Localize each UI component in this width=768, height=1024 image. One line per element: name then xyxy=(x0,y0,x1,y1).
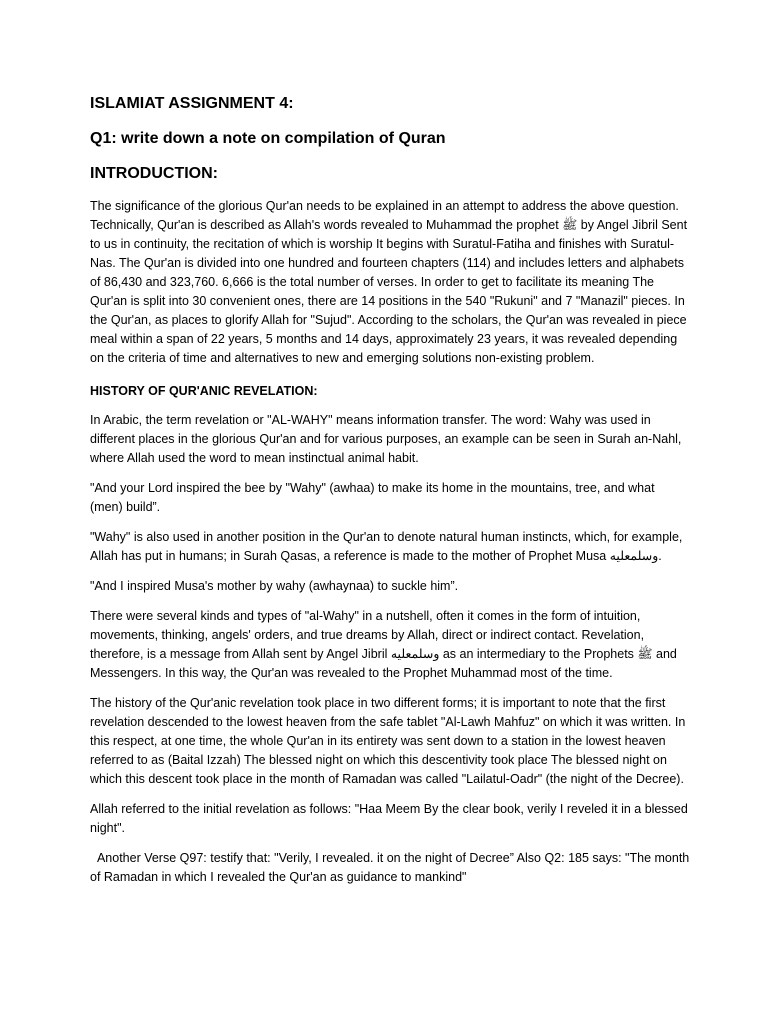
quote-musa-mother: "And I inspired Musa's mother by wahy (awhaynaa) to suckle him”. xyxy=(90,579,459,593)
paragraph-human-instincts: "Wahy" is also used in another position in the Qur'an to denote natural human instincts, which, for example, Allah has put in humans; in Surah Qasas, a reference is made to the mother of Prophet Musa وسلمعليه. xyxy=(90,530,683,563)
paragraph-arabic-term: In Arabic, the term revelation or "AL-WAHY" means information transfer. The word: Wahy was used in different places in the glorious Qur'an and for various purposes, an example can be seen in Surah an-Nahl, where Allah used the word to mean instinctual animal habit. xyxy=(90,413,682,465)
paragraph-initial-revelation: Allah referred to the initial revelation as follows: "Haa Meem By the clear book, verily I reveled it in a blessed night". xyxy=(90,802,688,835)
paragraph-another-verse: Another Verse Q97: testify that: "Verily, I revealed. it on the night of Decree” Also Q2: 185 says: "The month of Ramadan in which I revealed the Qur'an as guidance to mankind" xyxy=(90,851,693,884)
assignment-title: ISLAMIAT ASSIGNMENT 4: xyxy=(90,95,294,112)
paragraph-kinds-of-wahy: There were several kinds and types of "al-Wahy" in a nutshell, often it comes in the form of intuition, movements, thinking, angels' orders, and true dreams by Allah, direct or indirect contact. Revelation, therefore, is a message from Allah sent by Angel Jibril وسلمعليه as an intermediary to the Prophets ﷺ and Messengers. In this way, the Qur'an was revealed to the Prophet Muhammad most of the time. xyxy=(90,609,677,680)
history-heading: HISTORY OF QUR'ANIC REVELATION: xyxy=(90,384,318,398)
quote-bee: "And your Lord inspired the bee by "Wahy" (awhaa) to make its home in the mountains, tree, and what (men) build”. xyxy=(90,481,655,514)
introduction-heading: INTRODUCTION: xyxy=(90,165,218,182)
document-page xyxy=(90,95,693,898)
introduction-paragraph: The significance of the glorious Qur'an needs to be explained in an attempt to address the above question. Technically, Qur'an is described as Allah's words revealed to Muhammad the prophet ﷺ by Angel Jibril Sent to us in continuity, the recitation of which is worship It begins with Suratul-Fatiha and finishes with Suratul-Nas. The Qur'an is divided into one hundred and fourteen chapters (114) and includes letters and alphabets of 86,430 and 323,760. 6,666 is the total number of verses. In order to get to facilitate its meaning The Qur'an is split into 30 convenient ones, there are 14 positions in the 540 "Rukuni" and 7 "Manazil" pieces. In the Qur'an, as places to glorify Allah for "Sujud". According to the scholars, the Qur'an was revealed in piece meal within a span of 22 years, 5 months and 14 days, approximately 23 years, it was revealed depending on the criteria of time and alternatives to new and emerging solutions non-existing problem. xyxy=(90,199,688,365)
question-heading: Q1: write down a note on compilation of Quran xyxy=(90,130,446,147)
paragraph-history-forms: The history of the Qur'anic revelation took place in two different forms; it is important to note that the first revelation descended to the lowest heaven from the safe tablet "Al-Lawh Mahfuz" on which it was written. In this respect, at one time, the whole Qur'an in its entirety was sent down to a station in the lowest heaven referred to as (Baital Izzah) The blessed night on which this descentivity took place The blessed night on which this descent took place in the month of Ramadan was called "Lailatul-Oadr" (the night of the Decree). xyxy=(90,696,686,786)
